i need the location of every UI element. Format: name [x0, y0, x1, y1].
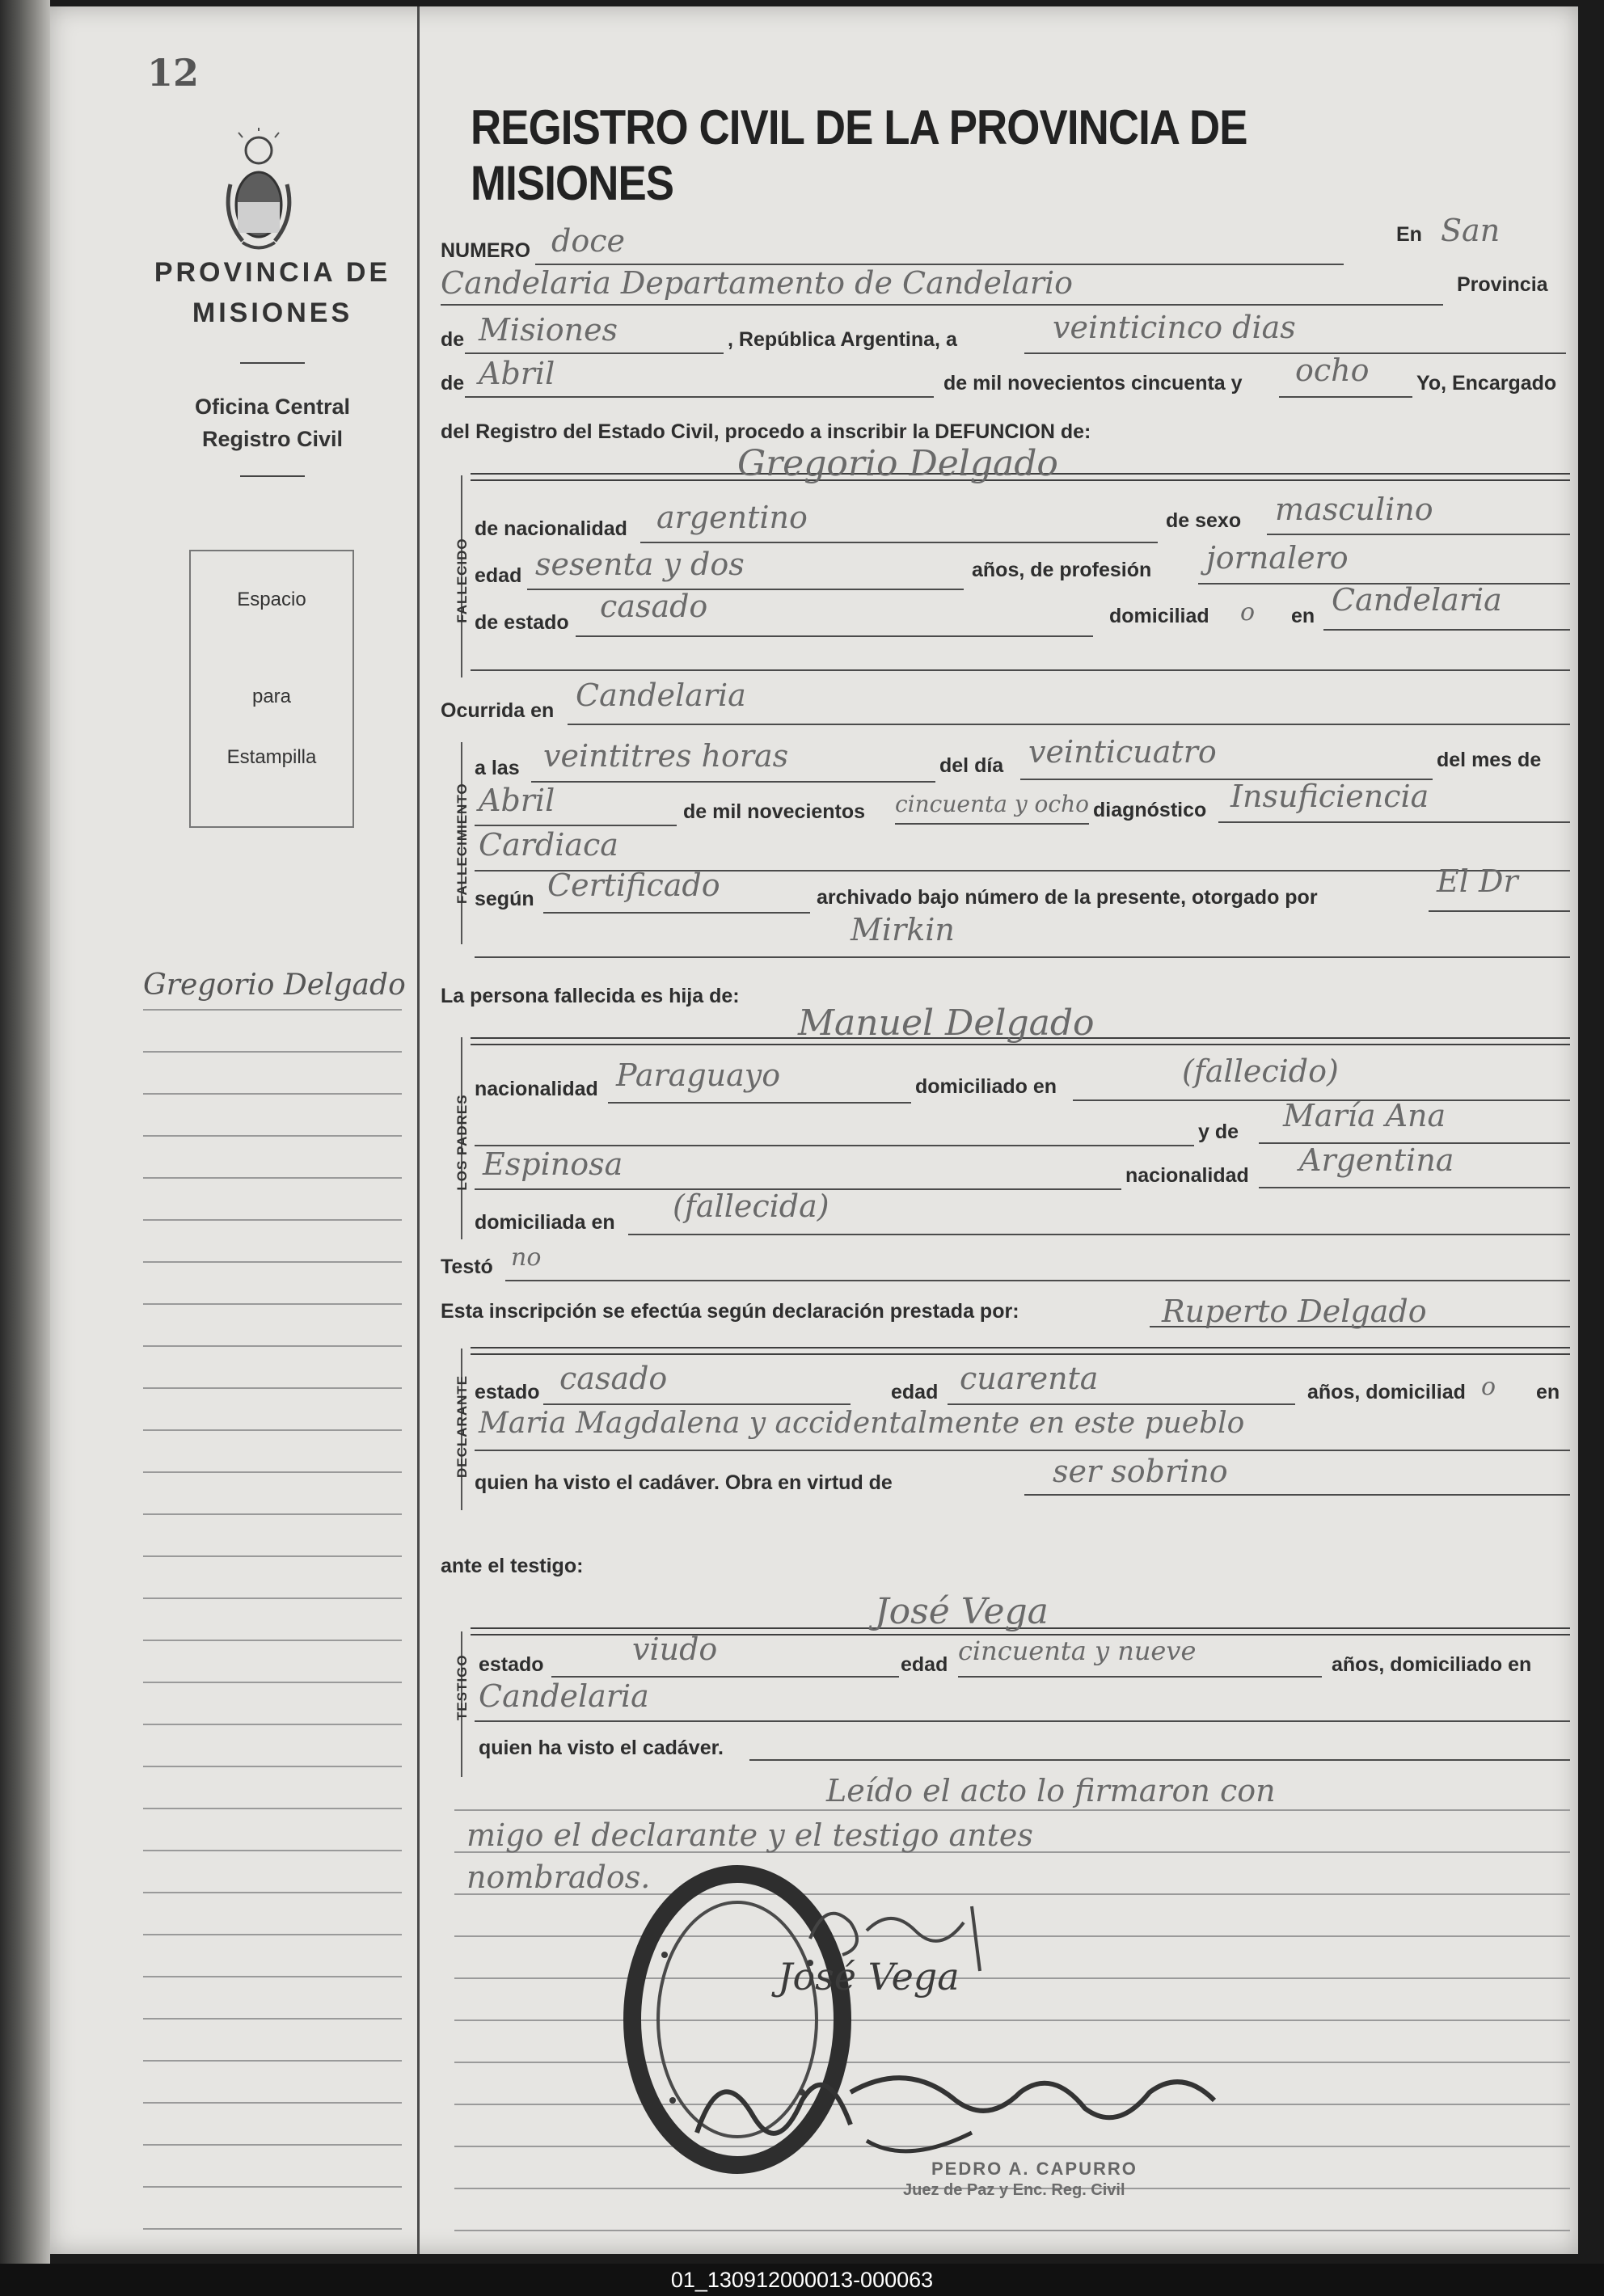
- domicilio-line: [1323, 629, 1570, 631]
- domicilio-value: Candelaria: [1332, 582, 1502, 618]
- province-line2: MISIONES: [192, 298, 353, 328]
- page-number: 12: [147, 51, 200, 95]
- month-value: Abril: [479, 356, 555, 391]
- margin-rule: [143, 1808, 402, 1809]
- place-line: [441, 304, 1443, 306]
- column-divider: [417, 6, 420, 2254]
- fallecido-side-label: FALLECIDO: [454, 538, 470, 623]
- office-line1: Oficina Central: [194, 395, 351, 419]
- margin-rule: [143, 1261, 402, 1263]
- fallecido-extra-line: [471, 669, 1570, 671]
- padres-intro-label: La persona fallecida es hija de:: [441, 985, 740, 1007]
- year-label: de mil novecientos cincuenta y: [943, 372, 1243, 395]
- declarante-estado-label: estado: [475, 1381, 540, 1403]
- provincia-value: Misiones: [479, 312, 618, 348]
- testigo-intro-label: ante el testigo:: [441, 1555, 584, 1577]
- margin-rule: [143, 1892, 402, 1893]
- otorgado-value-1: El Dr: [1437, 863, 1518, 899]
- diagnostico-value-1: Insuficiencia: [1230, 779, 1429, 814]
- diagnostico-line: [1218, 821, 1570, 823]
- estado-label: de estado: [475, 611, 569, 634]
- provincia-label: Provincia: [1457, 273, 1548, 296]
- del-dia-label: del día: [939, 754, 1004, 777]
- image-id-footer: 01_130912000013-000063: [0, 2264, 1604, 2296]
- margin-rule: [143, 1135, 402, 1137]
- closing-rule: [454, 1809, 1570, 1811]
- office-line2: Registro Civil: [201, 427, 344, 451]
- ocurrida-label: Ocurrida en: [441, 699, 555, 722]
- otorgado-line-2: [475, 956, 1570, 958]
- declarante-domicilio-line: [475, 1450, 1570, 1451]
- margin-rule: [143, 1976, 402, 1977]
- stamp-space-label-2: para: [251, 686, 292, 707]
- domicilio-en-label: en: [1291, 605, 1315, 627]
- fallecido-name: Gregorio Delgado: [737, 443, 1058, 484]
- nacionalidad-value: argentino: [656, 500, 808, 535]
- numero-label: NUMERO: [441, 239, 531, 262]
- padre-domicilio: (fallecido): [1182, 1053, 1339, 1089]
- sexo-value: masculino: [1275, 492, 1433, 527]
- en-value: San: [1441, 213, 1501, 248]
- margin-rule: [143, 1009, 402, 1011]
- declarante-domicilio-suffix: o: [1481, 1373, 1496, 1401]
- testigo-cadaver-label: quien ha visto el cadáver.: [479, 1737, 724, 1759]
- day-value: veinticinco dias: [1053, 310, 1296, 345]
- margin-rule: [143, 1387, 402, 1389]
- book-spine: [0, 0, 50, 2264]
- madre-domiciliada-label: domiciliada en: [475, 1211, 615, 1234]
- page-title: REGISTRO CIVIL DE LA PROVINCIA DE MISIONES: [471, 100, 1247, 210]
- padre-nacionalidad: Paraguayo: [616, 1057, 781, 1093]
- testigo-domicilio-line: [475, 1720, 1570, 1722]
- numero-value: doce: [551, 223, 625, 259]
- signature-testigo: José Vega: [778, 1955, 960, 1998]
- stamp-name: PEDRO A. CAPURRO: [931, 2159, 1138, 2179]
- hora-value: veintitres horas: [543, 738, 789, 774]
- domicilio-suffix: o: [1240, 598, 1256, 627]
- signature-juez-icon: [665, 2044, 1230, 2165]
- testigo-edad: cincuenta y nueve: [958, 1635, 1197, 1666]
- margin-rule: [143, 1555, 402, 1557]
- y-de-label: y de: [1198, 1121, 1239, 1143]
- madre-nacionalidad-line: [1259, 1187, 1570, 1188]
- margin-rule: [143, 1429, 402, 1431]
- profesion-value: jornalero: [1206, 540, 1349, 576]
- margin-rule: [143, 1766, 402, 1767]
- margin-rule: [143, 1093, 402, 1095]
- intro-label: del Registro del Estado Civil, procedo a inscribir la DEFUNCION de:: [441, 420, 1091, 443]
- stamp-title: Juez de Paz y Enc. Reg. Civil: [903, 2181, 1125, 2199]
- margin-rule: [143, 1934, 402, 1935]
- madre-domicilio-line: [628, 1234, 1570, 1235]
- madre-name-2: Espinosa: [483, 1146, 623, 1182]
- otorgado-value-2: Mirkin: [851, 912, 955, 948]
- margin-divider: [240, 362, 305, 364]
- margin-rule: [143, 1682, 402, 1683]
- margin-rule: [143, 1513, 402, 1515]
- month-line: [465, 396, 934, 398]
- testo-value: no: [511, 1243, 542, 1272]
- testigo-domicilio: Candelaria: [479, 1678, 649, 1714]
- margin-divider-2: [240, 475, 305, 477]
- closing-line-1: Leído el acto lo firmaron con: [826, 1773, 1276, 1809]
- testigo-edad-line: [958, 1676, 1322, 1678]
- margin-rule: [143, 2144, 402, 2146]
- edad-line: [527, 589, 964, 590]
- republica-label: , República Argentina, a: [728, 328, 957, 351]
- declarante-edad-line: [948, 1403, 1295, 1405]
- otorgado-line: [1429, 910, 1570, 912]
- margin-rule: [143, 2102, 402, 2104]
- declaracion-label: Esta inscripción se efectúa según declaración prestada por:: [441, 1300, 1019, 1323]
- sexo-line: [1267, 534, 1570, 535]
- madre-nacionalidad-label: nacionalidad: [1125, 1164, 1249, 1187]
- margin-rule: [143, 1303, 402, 1305]
- madre-name-1: María Ana: [1283, 1098, 1446, 1133]
- provincia-line: [465, 352, 724, 354]
- padre-name: Manuel Delgado: [798, 1002, 1095, 1044]
- closing-line-3: nombrados.: [466, 1859, 651, 1895]
- declarante-cadaver-label: quien ha visto el cadáver. Obra en virtud de: [475, 1471, 893, 1494]
- declarante-estado: casado: [559, 1361, 668, 1396]
- margin-rule: [143, 1051, 402, 1053]
- declarante-estado-line: [543, 1403, 851, 1405]
- declarante-side-label: DECLARANTE: [454, 1374, 470, 1478]
- testo-label: Testó: [441, 1256, 493, 1278]
- edad-value: sesenta y dos: [535, 547, 745, 582]
- estado-value: casado: [600, 589, 708, 624]
- margin-rule: [143, 2018, 402, 2020]
- declarante-top-line: [471, 1347, 1570, 1355]
- mes-value: Abril: [479, 783, 555, 818]
- fallecimiento-side-label: FALLECIMIENTO: [454, 783, 470, 904]
- ocurrida-value: Candelaria: [576, 677, 746, 713]
- madre-nacionalidad: Argentina: [1299, 1142, 1454, 1178]
- declarante-edad: cuarenta: [960, 1361, 1099, 1396]
- estado-line: [576, 635, 1093, 637]
- segun-line: [543, 912, 810, 914]
- coat-of-arms-icon: [222, 128, 295, 257]
- virtud-value: ser sobrino: [1053, 1454, 1228, 1489]
- padre-nacionalidad-line: [608, 1102, 911, 1104]
- sexo-label: de sexo: [1166, 509, 1242, 532]
- margin-rule: [143, 1219, 402, 1221]
- closing-rule: [454, 2230, 1570, 2231]
- hora-line: [531, 781, 935, 783]
- margin-rule: [143, 1177, 402, 1179]
- testigo-estado-label: estado: [479, 1653, 544, 1676]
- archivado-label: archivado bajo número de la presente, otorgado por: [817, 886, 1318, 909]
- year-value: ocho: [1295, 352, 1370, 388]
- ocurrida-line: [568, 724, 1570, 725]
- margin-rule: [143, 1471, 402, 1473]
- mes-line: [475, 825, 677, 826]
- nacionalidad-line: [640, 542, 1158, 543]
- testigo-side-label: TESTIGO: [454, 1654, 470, 1720]
- anio-value: cincuenta y ocho: [895, 791, 1089, 817]
- declarante-domicilio: Maria Magdalena y accidentalmente en este pueblo: [479, 1407, 1245, 1440]
- anios-label: años, de profesión: [972, 559, 1152, 581]
- domicilio-label: domiciliad: [1109, 605, 1209, 627]
- padres-side-label: LOS PADRES: [454, 1094, 470, 1191]
- de-label-2: de: [441, 372, 465, 395]
- a-las-label: a las: [475, 757, 520, 779]
- testigo-anios-label: años, domiciliado en: [1332, 1653, 1532, 1676]
- margin-rule: [143, 1724, 402, 1725]
- segun-label: según: [475, 888, 534, 910]
- margin-rule: [143, 1640, 402, 1641]
- testigo-estado: viudo: [632, 1631, 718, 1667]
- stamp-space-label-1: Espacio: [237, 589, 306, 610]
- madre-domicilio: (fallecida): [673, 1188, 829, 1224]
- dia-value: veinticuatro: [1028, 734, 1217, 770]
- padre-nacionalidad-label: nacionalidad: [475, 1078, 598, 1100]
- province-line1: PROVINCIA DE: [154, 257, 391, 288]
- padre-domiciliado-label: domiciliado en: [915, 1075, 1057, 1098]
- place-value: Candelaria Departamento de Candelario: [441, 265, 1074, 301]
- stamp-space-label-3: Estampilla: [226, 746, 317, 768]
- margin-rule: [143, 2060, 402, 2062]
- de-label: de: [441, 328, 465, 351]
- virtud-line: [1024, 1494, 1570, 1496]
- diagnostico-value-2: Cardiaca: [479, 827, 618, 863]
- closing-line-2: migo el declarante y el testigo antes: [466, 1817, 1033, 1853]
- edad-label: edad: [475, 564, 522, 587]
- margin-rule: [143, 1597, 402, 1599]
- testigo-edad-label: edad: [901, 1653, 948, 1676]
- margin-rule: [143, 1345, 402, 1347]
- encargado-label: Yo, Encargado: [1416, 372, 1557, 395]
- anio-line: [895, 823, 1089, 825]
- testigo-estado-line: [551, 1676, 899, 1678]
- testo-line: [505, 1280, 1570, 1281]
- declarante-edad-label: edad: [891, 1381, 939, 1403]
- declarante-en-label: en: [1536, 1381, 1560, 1403]
- declarante-name: Ruperto Delgado: [1162, 1294, 1427, 1329]
- anio-label: de mil novecientos: [683, 800, 866, 823]
- testigo-name: José Vega: [875, 1591, 1049, 1632]
- margin-rule: [143, 2228, 402, 2230]
- testigo-cadaver-line: [749, 1759, 1570, 1761]
- segun-value: Certificado: [547, 867, 720, 903]
- en-label: En: [1396, 223, 1422, 246]
- diagnostico-label: diagnóstico: [1093, 799, 1207, 821]
- year-line: [1279, 396, 1412, 398]
- declarante-anios-label: años, domiciliad: [1307, 1381, 1466, 1403]
- register-page: [50, 6, 1578, 2254]
- nacionalidad-label: de nacionalidad: [475, 517, 627, 540]
- margin-note: Gregorio Delgado: [143, 969, 406, 1002]
- margin-rule: [143, 1850, 402, 1851]
- mes-label: del mes de: [1437, 749, 1542, 771]
- margin-rule: [143, 2186, 402, 2188]
